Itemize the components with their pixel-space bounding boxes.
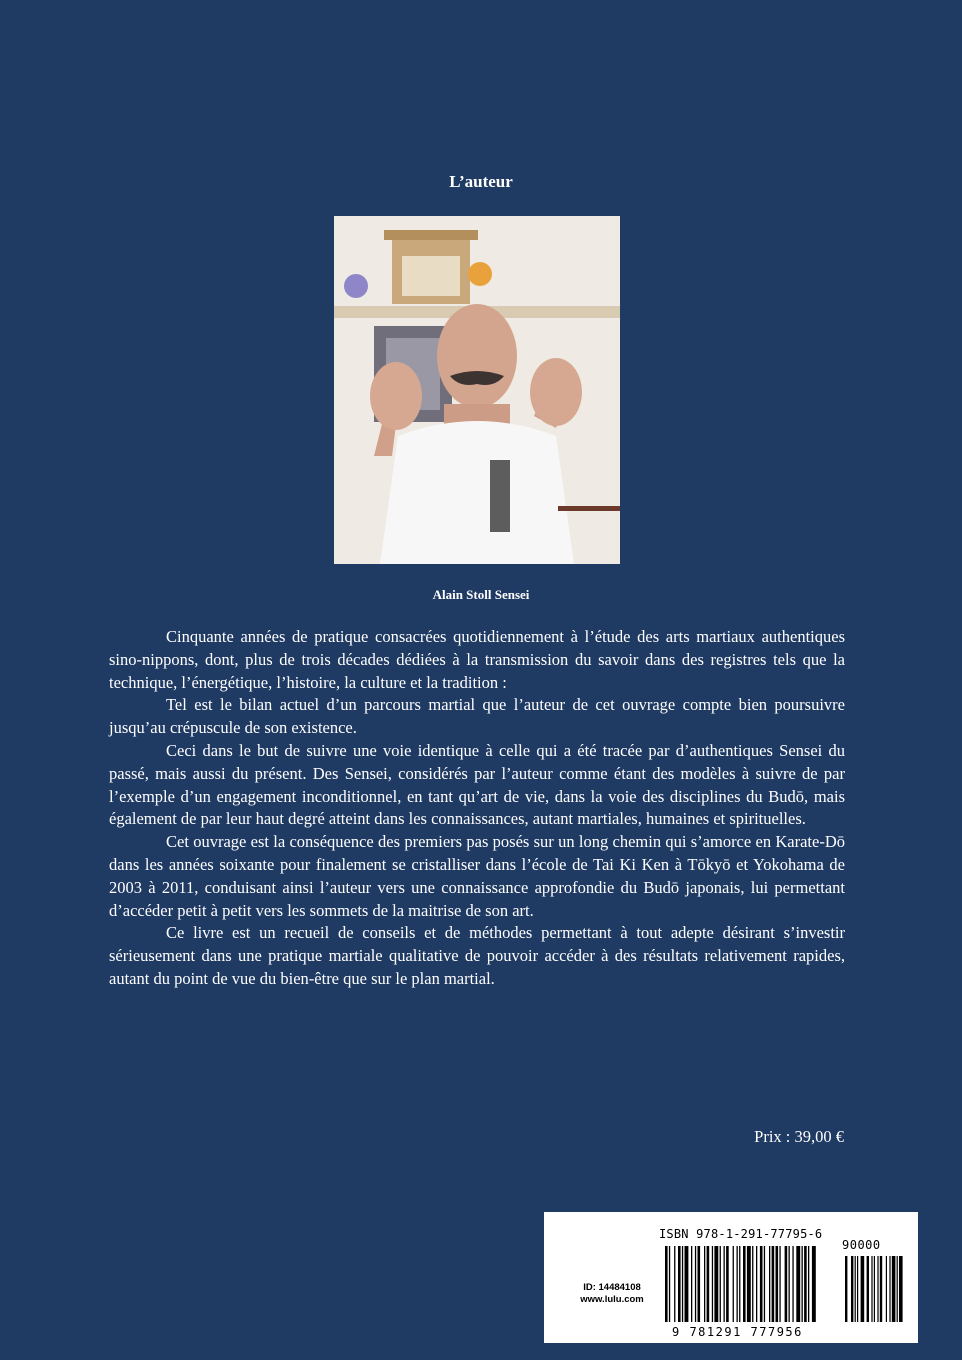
publisher-site: www.lulu.com	[580, 1294, 644, 1305]
barcode-bar	[698, 1246, 701, 1322]
barcode-addon-bar	[889, 1256, 890, 1322]
barcode-bar	[733, 1246, 734, 1322]
barcode-bar	[743, 1246, 746, 1322]
barcode-bar	[789, 1246, 790, 1322]
barcode-bar	[691, 1246, 692, 1322]
barcode-addon-bar	[857, 1256, 858, 1322]
barcode-bar	[674, 1246, 675, 1322]
barcode-bar	[704, 1246, 705, 1322]
photo-caption: Alain Stoll Sensei	[432, 587, 530, 602]
barcode-bar	[756, 1246, 757, 1322]
section-heading: L’auteur	[449, 172, 513, 191]
barcode-bar	[804, 1246, 807, 1322]
barcode-bar	[739, 1246, 740, 1322]
price-label: Prix : 39,00 €	[754, 1127, 844, 1146]
barcode-addon-bar	[874, 1256, 875, 1322]
bio-paragraph: Tel est le bilan actuel d’un parcours martial que l’auteur de cet ouvrage compte bien poursuivre jusqu’au crépuscule de son existence.	[109, 695, 845, 738]
barcode-bar	[665, 1246, 668, 1322]
barcode-bar	[714, 1246, 718, 1322]
ean-digits: 9 781291 777956	[672, 1325, 803, 1339]
barcode-bar	[760, 1246, 763, 1322]
barcode-addon-bar	[877, 1256, 878, 1322]
barcode-bars	[659, 1242, 909, 1326]
barcode-bar	[802, 1246, 803, 1322]
author-photo	[334, 216, 620, 564]
barcode-bar	[726, 1246, 729, 1322]
barcode-bar	[808, 1246, 809, 1322]
barcode-bar	[776, 1246, 779, 1322]
barcode-addon-bar	[886, 1256, 887, 1322]
barcode-bar	[724, 1246, 725, 1322]
barcode-addon-bar	[845, 1256, 847, 1322]
barcode-bar	[769, 1246, 770, 1322]
barcode-bar	[685, 1246, 689, 1322]
barcode-addon-bar	[871, 1256, 872, 1322]
publisher-id	[562, 1282, 662, 1306]
barcode-addon-bar	[897, 1256, 898, 1322]
barcode-bar	[682, 1246, 683, 1322]
barcode-addon-bar	[899, 1256, 903, 1322]
barcode-addon-bar	[880, 1256, 882, 1322]
barcode-panel	[544, 1212, 918, 1343]
barcode-bar	[678, 1246, 681, 1322]
barcode-bar	[669, 1246, 670, 1322]
barcode-bar	[712, 1246, 713, 1322]
barcode-bar	[747, 1246, 751, 1322]
barcode-addon-bar	[892, 1256, 896, 1322]
barcode-bar	[695, 1246, 696, 1322]
bio-paragraph: Cet ouvrage est la conséquence des premiers pas posés sur un long chemin qui s’amorce en Karate-Dō dans les années soixante pour finalement se cristalliser dans l’école de Tai Ki Ken à Tōkyō et Yokohama de 2003 à 2011, conduisant ainsi l’auteur vers une connaissance approfondie du Budō japonais, lui permettant d’accéder petit à petit vers les sommets de la maitrise de son art.	[109, 832, 845, 920]
author-bio	[109, 626, 845, 991]
isbn-text: ISBN 978-1-291-77795-6	[659, 1227, 823, 1241]
author-photo-illustration	[334, 216, 620, 564]
publisher-id-number: ID: 14484108	[583, 1282, 641, 1293]
bio-paragraph: Ce livre est un recueil de conseils et de méthodes permettant à tout adepte désirant s’investir sérieusement dans une pratique martiale qualitative de pouvoir accéder à des résultats relativement rapides, autant du point de vue du bien-être que sur le plan martial.	[109, 923, 845, 988]
barcode-addon-digits: 90000	[842, 1238, 881, 1252]
barcode-addon-bar	[867, 1256, 869, 1322]
barcode-bar	[779, 1246, 780, 1322]
barcode-bar	[785, 1246, 788, 1322]
barcode-bar	[772, 1246, 775, 1322]
barcode-addon-bar	[851, 1256, 853, 1322]
barcode-bar	[792, 1246, 793, 1322]
barcode-addon-bar	[855, 1256, 856, 1322]
barcode-bar	[720, 1246, 721, 1322]
barcode-bar	[764, 1246, 765, 1322]
bio-paragraph: Cinquante années de pratique consacrées quotidiennement à l’étude des arts martiaux authentiques sino-nippons, dont, plus de trois décades dédiées à la transmission du savoir dans des registres tels que la technique, l’énergétique, l’histoire, la culture et la tradition :	[109, 627, 845, 692]
bio-paragraph: Ceci dans le but de suivre une voie identique à celle qui a été tracée par d’authentiques Sensei du passé, mais aussi du présent. Des Sensei, considérés par l’auteur comme étant des modèles à suivre de par l’exemple d’un engagement inconditionnel, en tant qu’art de vie, dans la voie des disciplines du Budō, mais également de par leur haut degré atteint dans les connaissances, autant martiales, humaines et spirituelles.	[109, 740, 845, 829]
barcode-bar	[796, 1246, 800, 1322]
barcode-addon-bar	[861, 1256, 865, 1322]
barcode-bar	[707, 1246, 710, 1322]
barcode-bar	[812, 1246, 816, 1322]
barcode-bar	[752, 1246, 753, 1322]
barcode-bar	[737, 1246, 738, 1322]
